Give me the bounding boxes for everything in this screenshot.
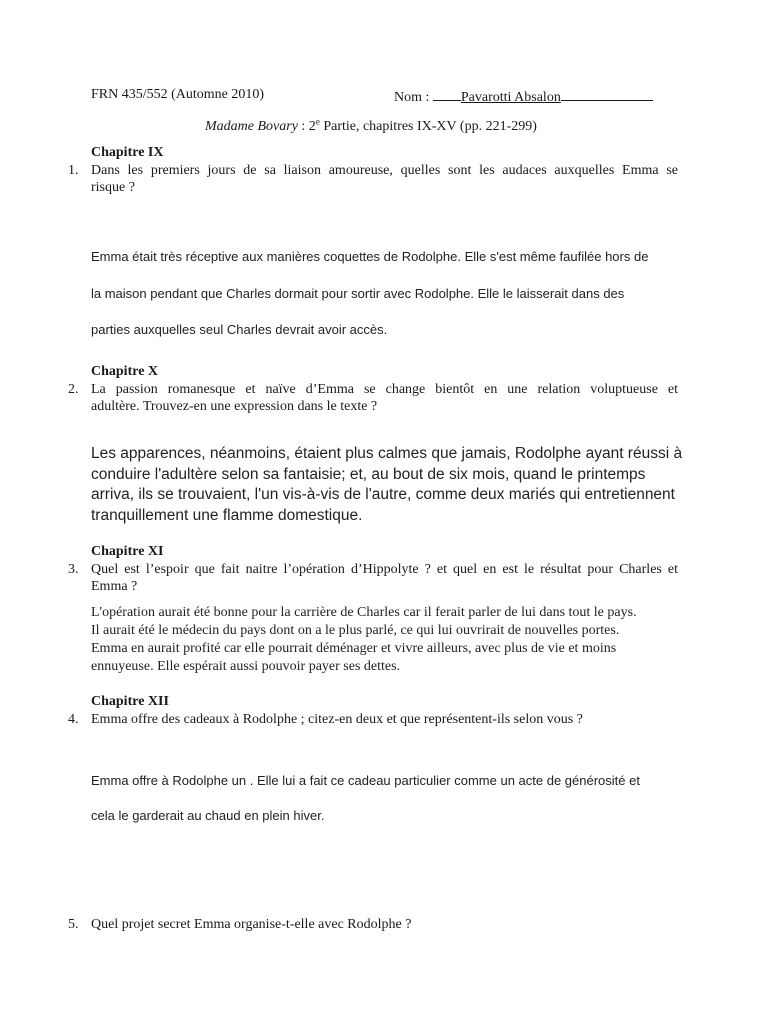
- name-label: Nom :: [394, 90, 430, 105]
- answer-line: Les apparences, néanmoins, étaient plus calmes que jamais, Rodolphe ayant réussi à: [91, 445, 683, 462]
- worksheet-title: Madame Bovary : 2e Partie, chapitres IX-XV (pp. 221-299): [205, 116, 537, 134]
- question-text: La passion romanesque et naïve d’Emma se change bientôt en une relation voluptueuse et: [91, 382, 678, 397]
- student-name: Pavarotti Absalon: [460, 90, 561, 105]
- question-text: Emma offre des cadeaux à Rodolphe ; citez-en deux et que représentent-ils selon vous ?: [91, 712, 583, 727]
- question-number: 5.: [68, 917, 79, 932]
- chapter-heading: Chapitre XII: [91, 694, 169, 709]
- course-code: FRN 435/552 (Automne 2010): [91, 87, 265, 102]
- answer-line: Emma offre à Rodolphe un . Elle lui a fait ce cadeau particulier comme un acte de générosité et: [91, 773, 640, 788]
- name-line: [394, 86, 653, 106]
- answer-line: ennuyeuse. Elle espérait aussi pouvoir payer ses dettes.: [91, 659, 401, 674]
- answer-line: L'opération aurait été bonne pour la carrière de Charles car il ferait parler de lui dans tout le pays.: [91, 605, 637, 620]
- chapter-heading: Chapitre XI: [91, 544, 164, 559]
- answer-line: Il aurait été le médecin du pays dont on a le plus parlé, ce qui lui ouvrirait de nouvelles portes.: [91, 623, 620, 638]
- question-number: 3.: [68, 562, 79, 577]
- name-underline-after: [561, 86, 653, 101]
- chapter-heading: Chapitre IX: [91, 145, 164, 160]
- answer-line: Emma en aurait profité car elle pourrait déménager et vivre ailleurs, avec plus de vie et moins: [91, 641, 617, 656]
- name-underline-before: [433, 86, 461, 101]
- question-text-cont: adultère. Trouvez-en une expression dans le texte ?: [91, 399, 378, 414]
- question-text: Quel projet secret Emma organise-t-elle avec Rodolphe ?: [91, 917, 412, 932]
- answer-line: tranquillement une flamme domestique.: [91, 507, 363, 524]
- answer-line: conduire l'adultère selon sa fantaisie; et, au bout de six mois, quand le printemps: [91, 466, 646, 483]
- chapter-heading: Chapitre X: [91, 364, 159, 379]
- question-number: 2.: [68, 382, 79, 397]
- question-text: Quel est l’espoir que fait naitre l’opération d’Hippolyte ? et quel en est le résultat pour Charles et: [91, 562, 678, 577]
- answer-line: cela le garderait au chaud en plein hiver.: [91, 808, 325, 823]
- answer-line: la maison pendant que Charles dormait pour sortir avec Rodolphe. Elle le laisserait dans des: [91, 286, 625, 301]
- question-number: 1.: [68, 163, 79, 178]
- answer-line: arriva, ils se trouvaient, l'un vis-à-vis de l'autre, comme deux mariés qui entretiennent: [91, 486, 675, 503]
- question-text-cont: Emma ?: [91, 579, 138, 594]
- question-number: 4.: [68, 712, 79, 727]
- work-title: Madame Bovary: [205, 119, 298, 134]
- answer-line: parties auxquelles seul Charles devrait avoir accès.: [91, 322, 388, 337]
- question-text: Dans les premiers jours de sa liaison amoureuse, quelles sont les audaces auxquelles Emma se: [91, 163, 678, 178]
- question-text-cont: risque ?: [91, 180, 135, 195]
- answer-line: Emma était très réceptive aux manières coquettes de Rodolphe. Elle s'est même faufilée hors de: [91, 249, 649, 264]
